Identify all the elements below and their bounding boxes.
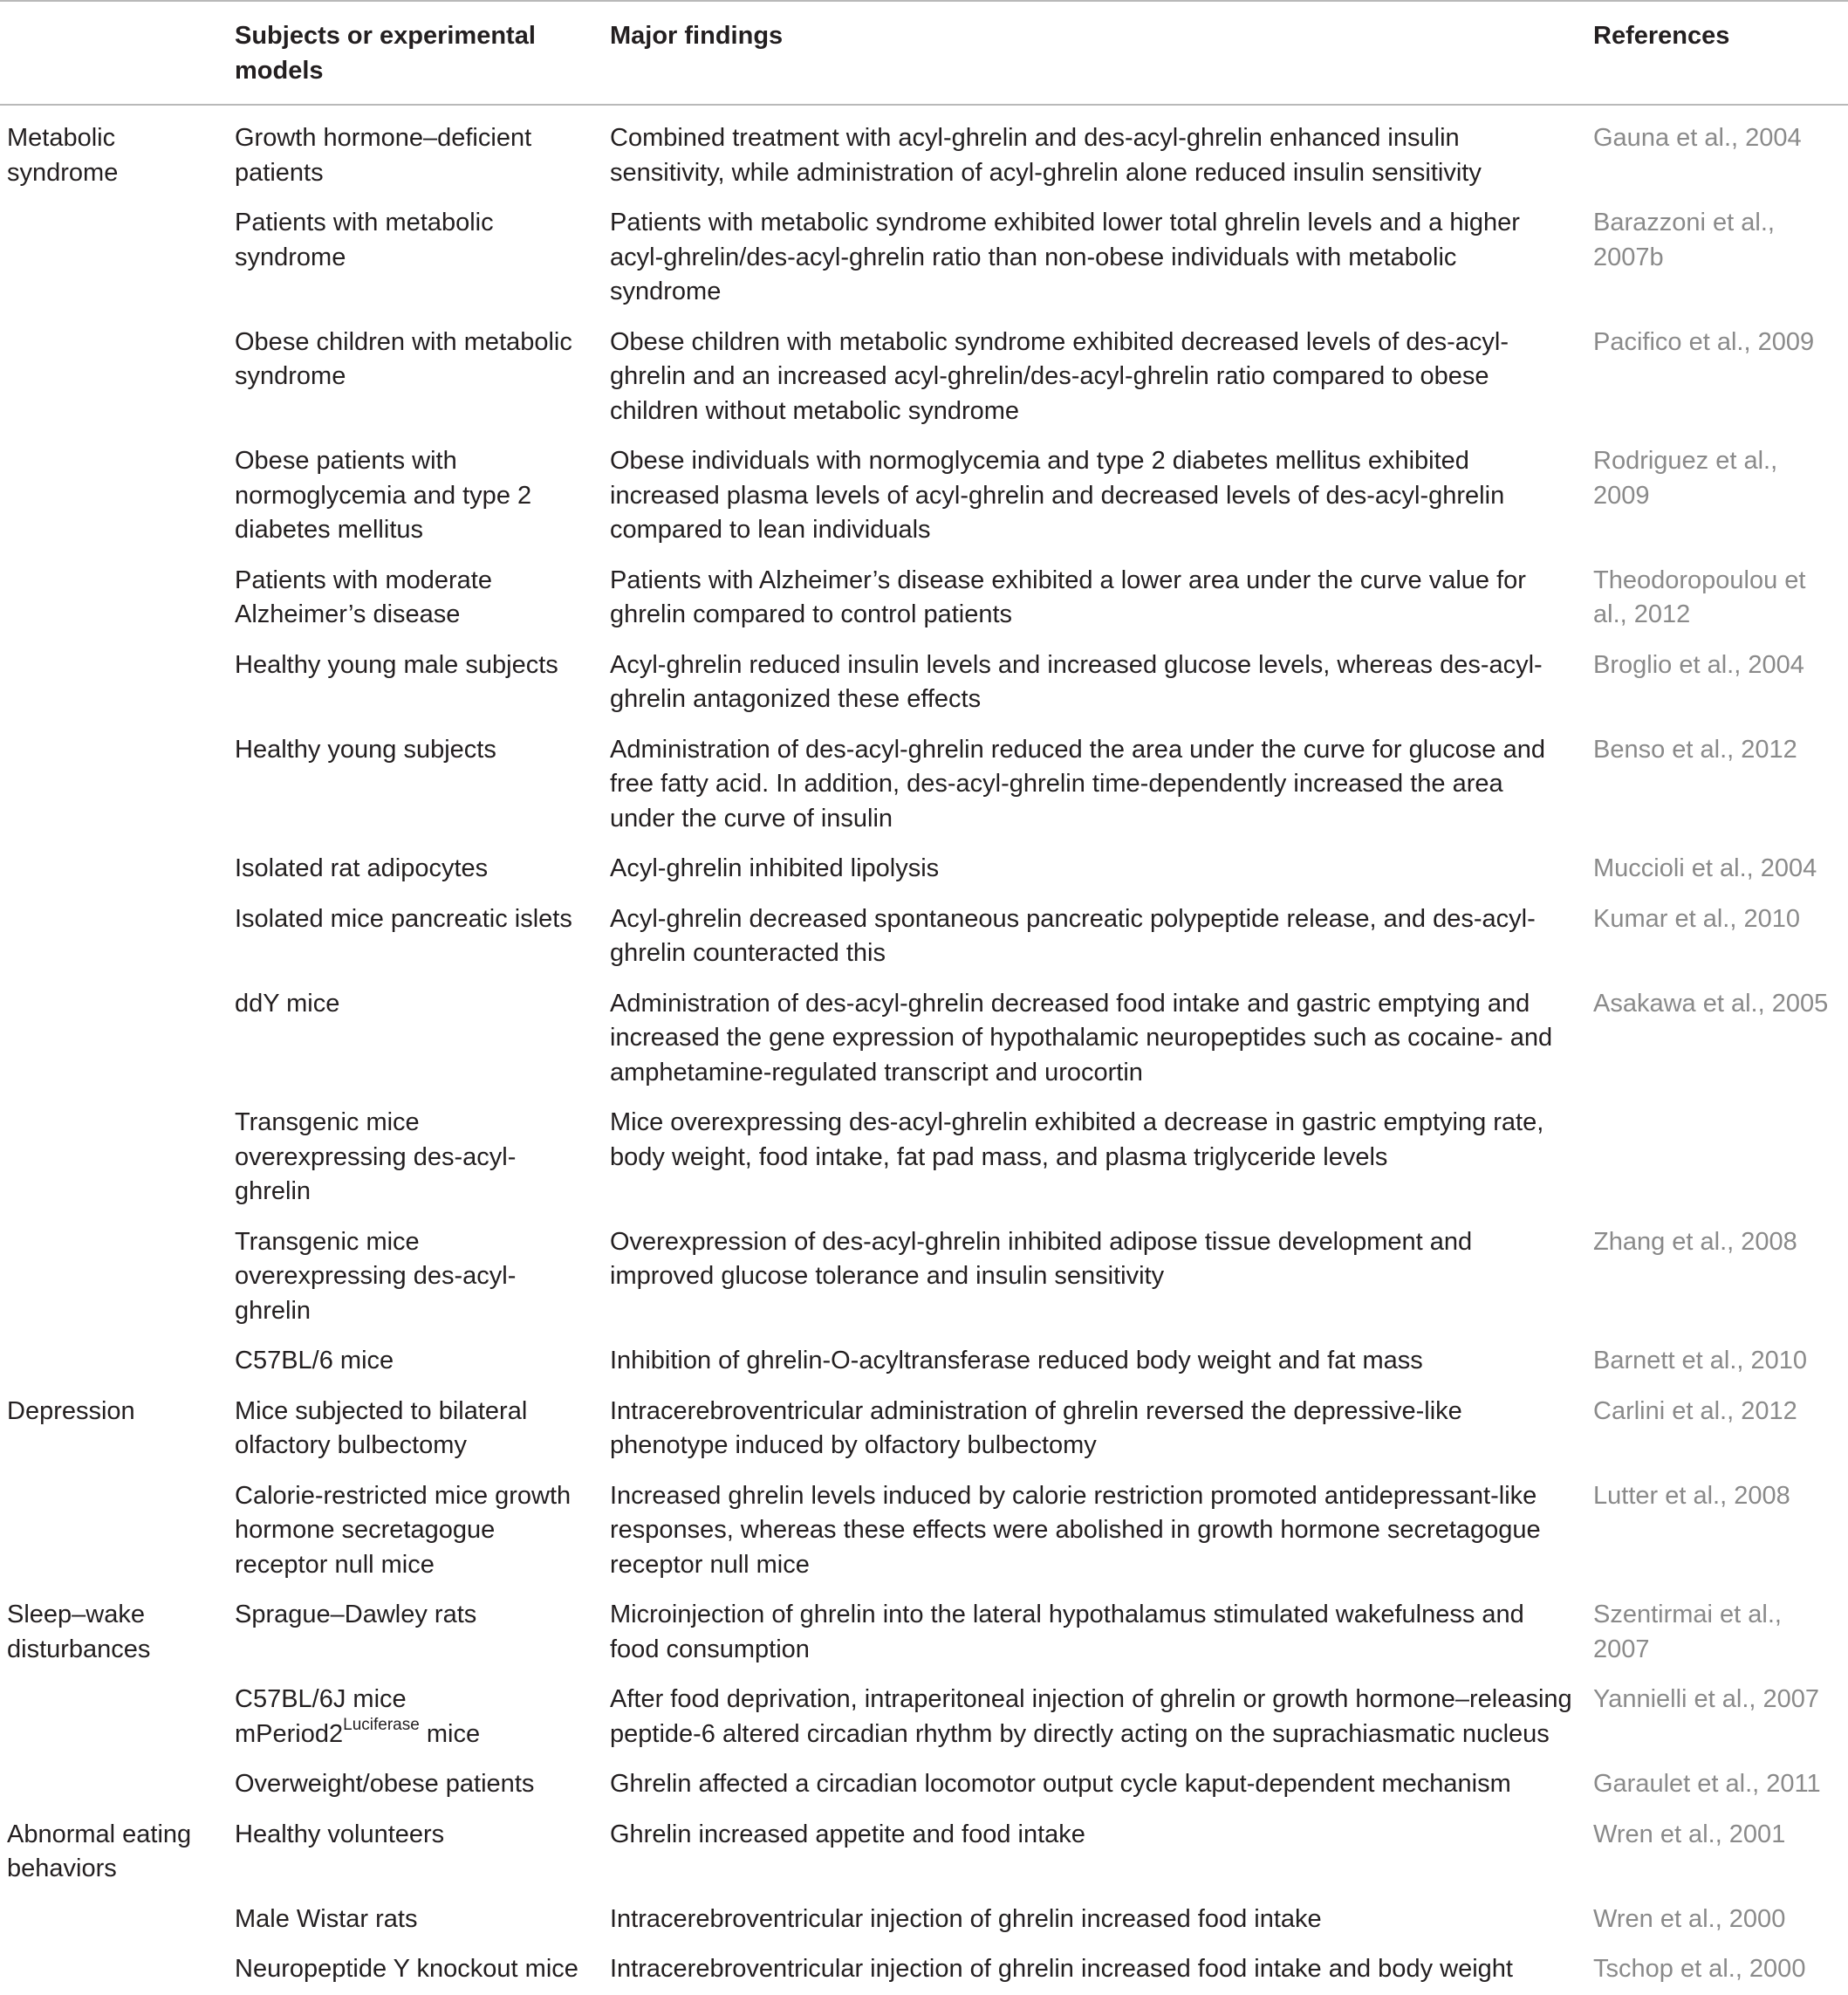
subjects-cell: Male Wistar rats [235, 1904, 418, 1933]
strain-suffix: mice [419, 1719, 481, 1748]
findings-cell: Administration of des-acyl-ghrelin decreased food intake and gastric emptying and increased the gene expression of hypothalamic neuropeptides such as cocaine- and amphetamine-regulated transcript and urocortin [610, 989, 1553, 1087]
category-cell: Sleep–wake disturbances [7, 1601, 151, 1663]
category-cell: Abnormal eating behaviors [7, 1820, 192, 1882]
reference-link[interactable]: Lutter et al., 2008 [1593, 1481, 1790, 1510]
findings-cell: Inhibition of ghrelin-O-acyltransferase reduced body weight and fat mass [610, 1347, 1423, 1375]
category-cell [0, 979, 228, 1099]
subjects-cell: Obese patients with normoglycemia and type 2 diabetes mellitus [235, 447, 532, 544]
findings-cell: Overexpression of des-acyl-ghrelin inhibited adipose tissue development and improved glucose tolerance and insulin sensitivity [610, 1227, 1473, 1290]
table-row [0, 1759, 1848, 1810]
reference-link[interactable]: Wren et al., 2000 [1593, 1904, 1786, 1933]
table-row [0, 1098, 1848, 1217]
findings-cell: Patients with metabolic syndrome exhibited lower total ghrelin levels and a higher acyl-ghrelin/des-acyl-ghrelin ratio than non-obese individuals with metabolic syndrome [610, 209, 1520, 305]
findings-cell: Ghrelin affected a circadian locomotor output cycle kaput-dependent mechanism [610, 1770, 1511, 1798]
reference-link[interactable]: Garaulet et al., 2011 [1593, 1770, 1821, 1798]
reference-link[interactable]: Muccioli et al., 2004 [1593, 854, 1817, 882]
category-cell: Depression [7, 1396, 135, 1425]
findings-cell: Microinjection of ghrelin into the lateral hypothalamus stimulated wakefulness and food consumption [610, 1601, 1524, 1663]
table-header [0, 1, 1848, 105]
table-row [0, 1944, 1848, 1995]
reference-link[interactable]: Theodoropoulou et al., 2012 [1593, 566, 1806, 628]
subjects-cell: ddY mice [235, 989, 340, 1018]
header-category [0, 1, 228, 105]
table-row [0, 1895, 1848, 1945]
table-row [0, 1590, 1848, 1675]
table-row [0, 895, 1848, 979]
category-cell [0, 895, 228, 979]
category-cell [0, 556, 228, 641]
category-cell [0, 436, 228, 556]
subjects-cell: Growth hormone–deficient patients [235, 124, 532, 187]
findings-cell: Patients with Alzheimer’s disease exhibited a lower area under the curve value for ghrelin compared to control patients [610, 566, 1526, 628]
subjects-cell: Patients with metabolic syndrome [235, 209, 494, 271]
category-cell [0, 198, 228, 318]
subjects-cell: Patients with moderate Alzheimer’s disease [235, 566, 492, 628]
subjects-line1: C57BL/6J mice [235, 1685, 407, 1713]
reference-link[interactable]: Barazzoni et al., 2007b [1593, 209, 1775, 271]
findings-cell: Combined treatment with acyl-ghrelin and des-acyl-ghrelin enhanced insulin sensitivity, while administration of acyl-ghrelin alone reduced insulin sensitivity [610, 124, 1482, 187]
findings-cell: Mice overexpressing des-acyl-ghrelin exhibited a decrease in gastric emptying rate, body weight, food intake, fat pad mass, and plasma triglyceride levels [610, 1108, 1544, 1171]
reference-link[interactable]: Carlini et al., 2012 [1593, 1396, 1797, 1425]
subjects-cell: Obese children with metabolic syndrome [235, 327, 572, 390]
subjects-cell: Isolated rat adipocytes [235, 854, 489, 882]
findings-cell: After food deprivation, intraperitoneal injection of ghrelin or growth hormone–releasing peptide-6 altered circadian rhythm by directly acting on the suprachiasmatic nucleus [610, 1685, 1572, 1748]
findings-cell: Acyl-ghrelin reduced insulin levels and increased glucose levels, whereas des-acyl-ghrelin antagonized these effects [610, 650, 1543, 713]
subjects-cell: Calorie-restricted mice growth hormone secretagogue receptor null mice [235, 1481, 572, 1579]
category-cell [0, 1217, 228, 1337]
findings-cell: Increased ghrelin levels induced by calorie restriction promoted antidepressant-like responses, whereas these effects were abolished in growth hormone secretagogue receptor null mice [610, 1481, 1541, 1579]
findings-cell: Obese individuals with normoglycemia and type 2 diabetes mellitus exhibited increased plasma levels of acyl-ghrelin and decreased levels of des-acyl-ghrelin compared to lean individuals [610, 447, 1505, 544]
table-row [0, 1217, 1848, 1337]
category-cell: Metabolic syndrome [7, 124, 119, 187]
subjects-cell: Transgenic mice overexpressing des-acyl-ghrelin [235, 1227, 517, 1325]
subjects-cell: Mice subjected to bilateral olfactory bulbectomy [235, 1396, 528, 1459]
table-row [0, 318, 1848, 437]
table-row [0, 1336, 1848, 1387]
table-row [0, 641, 1848, 725]
header-row [0, 1, 1848, 105]
subjects-cell: C57BL/6 mice [235, 1347, 394, 1375]
table-row [0, 1387, 1848, 1471]
subjects-cell: Neuropeptide Y knockout mice [235, 1955, 578, 1983]
header-subjects: Subjects or experimental models [235, 22, 536, 85]
subjects-cell: Healthy young male subjects [235, 650, 558, 679]
subjects-cell: Overweight/obese patients [235, 1770, 535, 1798]
reference-link[interactable]: Benso et al., 2012 [1593, 735, 1797, 764]
table-row [0, 1675, 1848, 1759]
category-cell [0, 1944, 228, 1995]
table-row [0, 198, 1848, 318]
category-cell [0, 1098, 228, 1217]
findings-cell: Intracerebroventricular injection of ghrelin increased food intake [610, 1904, 1322, 1933]
table-row [0, 436, 1848, 556]
reference-link[interactable]: Pacifico et al., 2009 [1593, 327, 1815, 356]
subjects-cell [228, 1675, 603, 1759]
reference-link[interactable]: Gauna et al., 2004 [1593, 124, 1802, 152]
findings-cell: Intracerebroventricular injection of ghrelin increased food intake and body weight [610, 1955, 1513, 1983]
category-cell [0, 1895, 228, 1945]
category-cell [0, 1336, 228, 1387]
strain-name: mPeriod2 [235, 1719, 344, 1748]
findings-cell: Obese children with metabolic syndrome exhibited decreased levels of des-acyl-ghrelin and an increased acyl-ghrelin/des-acyl-ghrelin ratio compared to obese children without metabolic syndrome [610, 327, 1509, 425]
subjects-cell: Isolated mice pancreatic islets [235, 904, 572, 933]
table-row [0, 1471, 1848, 1591]
findings-cell: Intracerebroventricular administration of ghrelin reversed the depressive-like phenotype induced by olfactory bulbectomy [610, 1396, 1462, 1459]
reference-link[interactable]: Szentirmai et al., 2007 [1593, 1601, 1782, 1663]
header-references: References [1593, 22, 1730, 50]
subjects-cell: Sprague–Dawley rats [235, 1601, 477, 1628]
table-row [0, 556, 1848, 641]
category-cell [0, 725, 228, 845]
table-body [0, 105, 1848, 1995]
subjects-cell: Transgenic mice overexpressing des-acyl-ghrelin [235, 1108, 517, 1205]
findings-cell: Administration of des-acyl-ghrelin reduced the area under the curve for glucose and free fatty acid. In addition, des-acyl-ghrelin time-dependently increased the area under the curve of insulin [610, 735, 1545, 833]
category-cell [0, 641, 228, 725]
reference-link[interactable]: Rodriguez et al., 2009 [1593, 447, 1778, 510]
table-row [0, 105, 1848, 198]
reference-link[interactable]: Broglio et al., 2004 [1593, 650, 1804, 679]
reference-link[interactable]: Yannielli et al., 2007 [1593, 1685, 1820, 1713]
reference-link[interactable]: Tschop et al., 2000 [1593, 1955, 1806, 1983]
table-row [0, 979, 1848, 1099]
category-cell [0, 318, 228, 437]
strain-superscript: Luciferase [343, 1715, 420, 1734]
findings-cell: Ghrelin increased appetite and food intake [610, 1820, 1085, 1848]
category-cell [0, 1471, 228, 1591]
reference-link[interactable] [1586, 1098, 1848, 1217]
subjects-cell: Healthy young subjects [235, 735, 496, 764]
category-cell [0, 1759, 228, 1810]
reference-link[interactable]: Kumar et al., 2010 [1593, 904, 1800, 933]
findings-cell: Acyl-ghrelin inhibited lipolysis [610, 854, 940, 882]
table-row [0, 844, 1848, 895]
findings-cell: Acyl-ghrelin decreased spontaneous pancreatic polypeptide release, and des-acyl-ghrelin counteracted this [610, 904, 1536, 967]
category-cell [0, 844, 228, 895]
category-cell [0, 1675, 228, 1759]
header-findings: Major findings [610, 22, 784, 50]
reference-link[interactable]: Asakawa et al., 2005 [1593, 989, 1829, 1018]
reference-link[interactable]: Wren et al., 2001 [1593, 1820, 1786, 1848]
subjects-cell: Healthy volunteers [235, 1820, 445, 1848]
reference-link[interactable]: Zhang et al., 2008 [1593, 1227, 1797, 1256]
table-row [0, 725, 1848, 845]
table-row [0, 1810, 1848, 1895]
subjects-line2 [235, 1715, 481, 1748]
reference-link[interactable]: Barnett et al., 2010 [1593, 1347, 1808, 1375]
